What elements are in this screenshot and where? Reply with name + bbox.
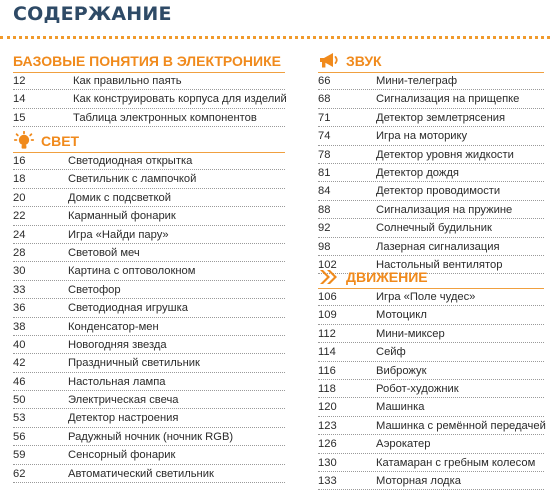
toc-entry-title: Мотоцикл	[376, 309, 427, 322]
toc-entry-title: Машинка	[376, 401, 425, 414]
toc-entry-title: Домик с подсветкой	[68, 191, 172, 204]
toc-entry	[318, 325, 544, 343]
toc-entry	[13, 354, 285, 372]
section-heading-light-label: СВЕТ	[41, 133, 80, 149]
toc-entry-title: Детектор настроения	[68, 412, 179, 425]
toc-entry	[318, 201, 544, 219]
toc-page-number: 33	[13, 283, 26, 296]
toc-page-number: 112	[318, 327, 336, 340]
toc-entry	[13, 207, 285, 225]
toc-entry-title: Таблица электронных компонентов	[73, 111, 257, 124]
toc-entry-title: Сейф	[376, 346, 406, 359]
toc-entry	[13, 281, 285, 299]
toc-entry-title: Аэрокатер	[376, 438, 431, 451]
toc-entry-title: Моторная лодка	[376, 474, 461, 487]
toc-entry-title: Виброжук	[376, 364, 427, 377]
toc-page-number: 130	[318, 456, 337, 469]
toc-entry	[318, 164, 544, 182]
toc-entry	[318, 90, 544, 108]
toc-entry	[318, 306, 544, 324]
toc-entry-title: Настольная лампа	[68, 375, 166, 388]
section-heading-basics	[13, 51, 281, 71]
toc-page-number: 30	[13, 265, 26, 278]
page-title: СОДЕРЖАНИЕ	[13, 3, 172, 25]
toc-list-motion	[318, 288, 544, 490]
toc-entry	[13, 152, 285, 170]
section-heading-light	[13, 131, 79, 151]
toc-entry	[13, 299, 285, 317]
toc-entry-title: Как конструировать корпуса для изделий	[73, 93, 287, 106]
toc-page-number: 78	[318, 148, 331, 161]
toc-page-number: 106	[318, 291, 337, 303]
toc-page-number: 22	[13, 210, 26, 223]
toc-page-number: 28	[13, 246, 26, 259]
toc-page-number: 68	[318, 93, 331, 106]
row-divider	[13, 482, 285, 483]
toc-page-number: 102	[318, 258, 337, 271]
toc-entry	[318, 398, 544, 416]
toc-page-number: 71	[318, 111, 331, 124]
toc-entry	[13, 446, 285, 464]
toc-entry	[13, 226, 285, 244]
toc-page-number: 15	[13, 111, 26, 124]
toc-entry-title: Электрическая свеча	[68, 394, 179, 407]
toc-entry	[318, 288, 544, 306]
toc-page-number: 24	[13, 228, 26, 241]
toc-entry	[13, 109, 285, 127]
title-divider	[0, 36, 550, 39]
toc-page-number: 81	[318, 166, 331, 179]
toc-entry	[318, 343, 544, 361]
toc-entry	[318, 472, 544, 490]
toc-page-number: 38	[13, 320, 26, 333]
toc-page-number: 14	[13, 93, 26, 106]
toc-page-number: 36	[13, 302, 26, 315]
toc-entry	[13, 373, 285, 391]
toc-list-sound	[318, 72, 544, 274]
toc-page-number: 84	[318, 185, 331, 198]
toc-entry	[318, 238, 544, 256]
row-divider	[318, 489, 544, 490]
toc-page-number: 118	[318, 382, 336, 395]
toc-entry-title: Карманный фонарик	[68, 210, 176, 223]
toc-page-number: 98	[318, 240, 331, 253]
toc-page-number: 116	[318, 364, 336, 377]
section-heading-sound-label: ЗВУК	[346, 53, 382, 69]
toc-entry-title: Машинка с ремённой передачей	[376, 419, 546, 432]
toc-entry	[318, 362, 544, 380]
toc-entry-title: Лазерная сигнализация	[376, 240, 500, 253]
toc-entry-title: Новогодняя звезда	[68, 338, 167, 351]
toc-list-light	[13, 152, 285, 483]
toc-entry-title: Катамаран с гребным колесом	[376, 456, 536, 469]
toc-entry-title: Мини-телеграф	[376, 75, 458, 87]
toc-entry-title: Световой меч	[68, 246, 140, 259]
toc-entry	[318, 417, 544, 435]
toc-entry-title: Игра «Найди пару»	[68, 228, 169, 241]
toc-entry-title: Настольный вентилятор	[376, 258, 503, 271]
toc-entry	[13, 336, 285, 354]
toc-entry	[13, 409, 285, 427]
toc-entry	[318, 182, 544, 200]
toc-page-number: 74	[318, 130, 331, 143]
toc-entry	[318, 454, 544, 472]
toc-entry-title: Конденсатор-мен	[68, 320, 159, 333]
toc-page-number: 133	[318, 474, 337, 487]
toc-page-number: 40	[13, 338, 26, 351]
toc-page-number: 88	[318, 203, 331, 216]
toc-entry	[318, 127, 544, 145]
section-heading-motion-label: ДВИЖЕНИЕ	[346, 269, 428, 285]
toc-page-number: 20	[13, 191, 26, 204]
toc-entry-title: Игра «Поле чудес»	[376, 291, 476, 303]
toc-entry-title: Как правильно паять	[73, 75, 182, 87]
toc-entry-title: Робот-художник	[376, 382, 459, 395]
toc-entry	[318, 380, 544, 398]
toc-entry	[318, 72, 544, 90]
toc-entry-title: Игра на моторику	[376, 130, 468, 143]
toc-list-basics	[13, 72, 285, 127]
toc-page-number: 18	[13, 173, 26, 186]
toc-entry-title: Детектор землетрясения	[376, 111, 506, 124]
toc-page-number: 114	[318, 346, 336, 359]
toc-entry-title: Автоматический светильник	[68, 467, 214, 480]
toc-page-number: 59	[13, 449, 26, 462]
toc-entry	[318, 219, 544, 237]
section-heading-sound	[318, 51, 382, 71]
toc-entry-title: Праздничный светильник	[68, 357, 200, 370]
double-chevron-right-icon	[318, 267, 340, 287]
section-heading-motion	[318, 267, 428, 287]
toc-entry	[13, 465, 285, 483]
toc-entry-title: Картина с оптоволокном	[68, 265, 196, 278]
toc-page-number: 12	[13, 75, 26, 87]
toc-entry-title: Сенсорный фонарик	[68, 449, 176, 462]
toc-entry	[318, 109, 544, 127]
toc-entry	[13, 391, 285, 409]
toc-entry	[13, 318, 285, 336]
toc-entry-title: Детектор дождя	[376, 166, 459, 179]
toc-page-number: 56	[13, 430, 26, 443]
toc-entry-title: Сигнализация на пружине	[376, 203, 513, 216]
light-bulb-icon	[13, 131, 35, 151]
toc-page-number: 66	[318, 75, 331, 87]
toc-entry-title: Солнечный будильник	[376, 222, 492, 235]
toc-page-number: 50	[13, 394, 26, 407]
toc-entry-title: Светильник с лампочкой	[68, 173, 197, 186]
toc-entry-title: Сигнализация на прищепке	[376, 93, 520, 106]
section-heading-basics-label: БАЗОВЫЕ ПОНЯТИЯ В ЭЛЕКТРОНИКЕ	[13, 53, 281, 69]
toc-page-number: 92	[318, 222, 331, 235]
toc-entry	[13, 262, 285, 280]
toc-page-number: 120	[318, 401, 337, 414]
toc-page-number: 16	[13, 155, 26, 167]
toc-page-number: 126	[318, 438, 337, 451]
toc-page-number: 42	[13, 357, 26, 370]
toc-entry	[13, 170, 285, 188]
toc-page-number: 109	[318, 309, 337, 322]
toc-entry-title: Детектор уровня жидкости	[376, 148, 514, 161]
toc-entry-title: Детектор проводимости	[376, 185, 501, 198]
toc-entry	[318, 435, 544, 453]
toc-page-number: 62	[13, 467, 26, 480]
megaphone-icon	[318, 51, 340, 71]
toc-entry-title: Радужный ночник (ночник RGB)	[68, 430, 234, 443]
toc-entry	[13, 90, 285, 108]
toc-entry	[13, 72, 285, 90]
toc-page-number: 46	[13, 375, 26, 388]
toc-entry	[13, 428, 285, 446]
toc-entry-title: Светодиодная игрушка	[68, 302, 188, 315]
toc-entry	[318, 146, 544, 164]
row-divider	[13, 126, 285, 127]
toc-entry-title: Светодиодная открытка	[68, 155, 193, 167]
toc-page-number: 123	[318, 419, 337, 432]
toc-entry	[13, 244, 285, 262]
toc-entry-title: Светофор	[68, 283, 121, 296]
toc-entry	[13, 189, 285, 207]
toc-entry-title: Мини-миксер	[376, 327, 445, 340]
toc-page-number: 53	[13, 412, 26, 425]
